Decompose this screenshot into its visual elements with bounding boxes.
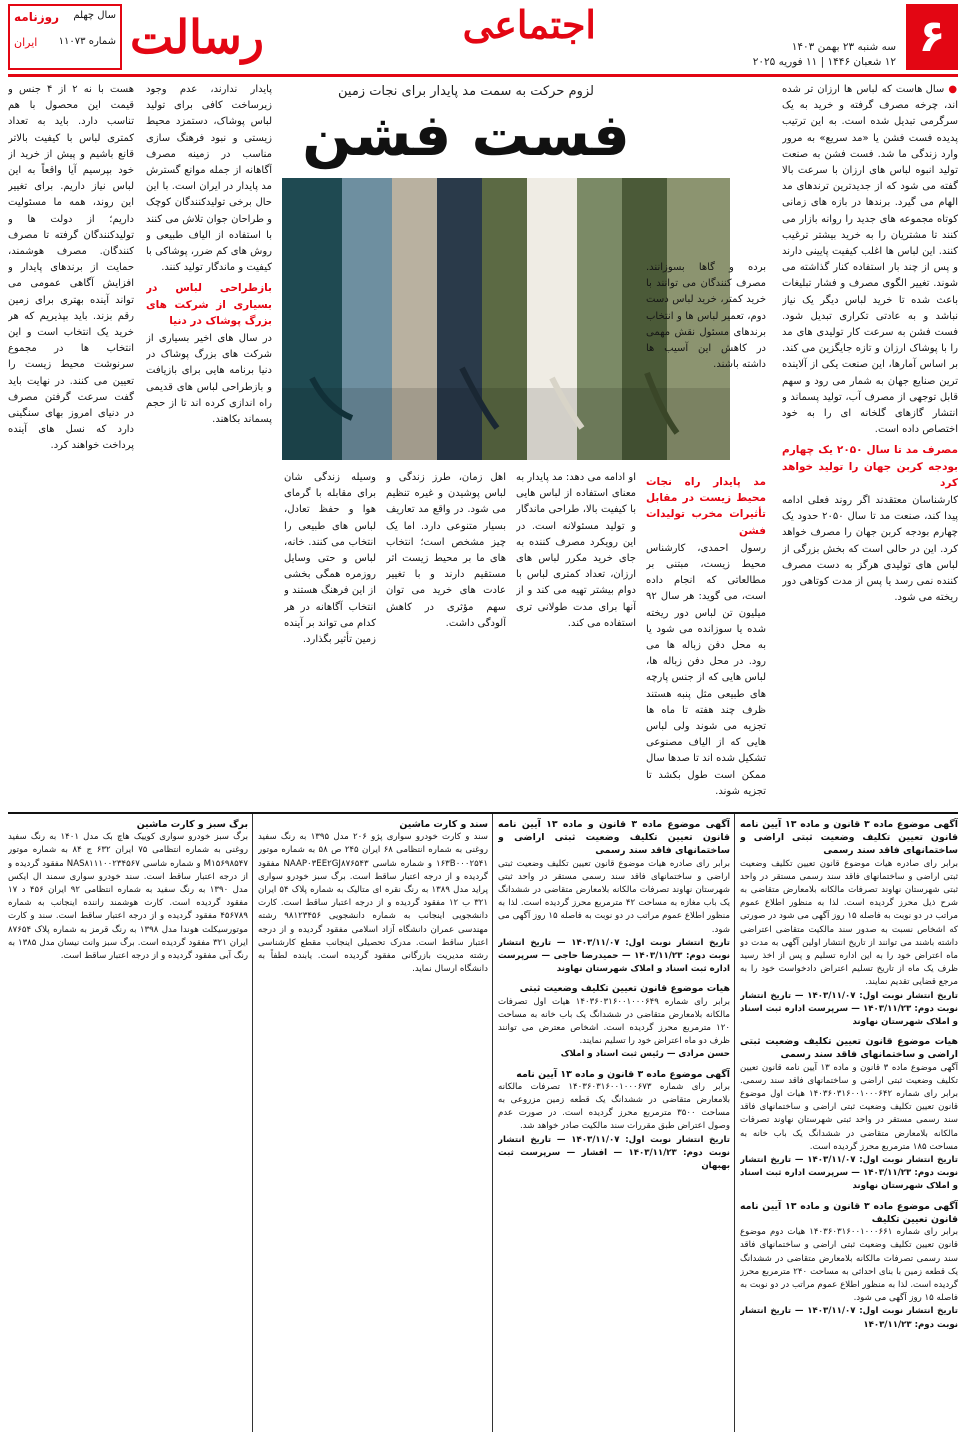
- ad-body: آگهی موضوع ماده ۳ قانون و ماده ۱۳ آیین نامه قانون تعیین تکلیف وضعیت ثبتی اراضی و ساختمانهای فاقد سند رسمی. برابر رای شماره ۱۴۰۳۶۰۳۱۶۰۰۱۰۰۰۶۴۲ هیات اول موضوع قانون تعیین تکلیف وضعیت ثبتی اراضی و ساختمانهای فاقد سند رسمی مستقر در واحد ثبتی شهرستان نهاوند تصرفات مالکانه بلامعارض متقاضی در ششدانگ یک باب خانه به مساحت ۱۸۵ مترمربع محرز گردیده است.: [740, 1062, 958, 1152]
- date-line: [753, 40, 896, 70]
- article-column-left-1: [8, 82, 134, 810]
- column-rule: [252, 814, 253, 1432]
- article-kicker: لزوم حرکت به سمت مد پایدار برای نجات زمین: [338, 84, 594, 99]
- ad-signature: تاریخ انتشار نوبت اول: ۱۴۰۳/۱۱/۰۷ — تاریخ انتشار نوبت دوم: ۱۴۰۳/۱۱/۲۳ — افشار — سرپرست ثبت بهبهان: [498, 1134, 730, 1172]
- ad-body: برابر رای صادره هیات موضوع قانون تعیین تکلیف وضعیت ثبتی اراضی و ساختمانهای فاقد سند رسمی مستقر در واحد ثبتی شهرستان نهاوند تصرفات مالکانه بلامعارض متقاضی به شرح ذیل محرز گردیده است. لذا به منظور اطلاع عموم مراتب در دو نوبت به فاصله ۱۵ روز آگهی می شود در صورتی که اشخاص نسبت به صدور سند مالکیت متقاضی اعتراضی داشته باشند می توانند از تاریخ انتشار اولین آگهی به مدت دو ماه اعتراض خود را به این اداره تسلیم و پس از اخذ رسید ظرف یک ماه از تاریخ تسلیم اعتراض دادخواست خود را به مرجع قضایی تقدیم نمایند.: [740, 858, 958, 988]
- ad-body: سند و کارت خودرو سواری پژو ۲۰۶ مدل ۱۳۹۵ به رنگ سفید روغنی به شماره انتظامی ۶۸ ایران ۲۴۵ ص ۵۸ به شماره موتور ۱۶۳B۰۰۰۲۵۴۱ و شماره شاسی NAAP۰۳EE۲GJ۸۷۶۵۴۳ مفقود گردیده و از درجه اعتبار ساقط است. برگ سبز خودرو سواری پراید مدل ۱۳۸۹ به رنگ نقره ای متالیک به شماره پلاک ۵۴ ایران ۳۲۱ ب ۱۲ مفقود گردیده و از درجه اعتبار ساقط است. کارت دانشجویی اینجانب به شماره دانشجویی ۹۸۱۲۳۴۵۶ رشته مهندسی عمران دانشگاه آزاد اسلامی مفقود گردیده و از درجه اعتبار ساقط است. مدرک تحصیلی اینجانب مقطع کارشناسی رشته مدیریت بازرگانی مفقود گردیده است. یابنده لطفاً به دانشگاه ارسال نماید.: [258, 832, 488, 975]
- ad-body: برابر رای شماره ۱۴۰۳۶۰۳۱۶۰۰۱۰۰۰۶۷۳ تصرفات مالکانه بلامعارض متقاضی در ششدانگ یک قطعه زمین مزروعی به مساحت ۳۵۰۰ مترمربع محرز گردیده است. در صورت عدم وصول اعتراض طبق مقررات سند مالکیت صادر خواهد شد.: [498, 1081, 730, 1132]
- date-persian: سه شنبه ۲۳ بهمن ۱۴۰۳: [791, 41, 896, 53]
- article-column-mid-1: [646, 470, 766, 810]
- ad-block: [740, 1035, 958, 1193]
- brand-bottom: ایران: [14, 36, 38, 49]
- ad-block: [740, 1200, 958, 1332]
- article-column-left-2: [146, 82, 272, 810]
- column-text: سال هاست که لباس ها ارزان تر شده اند، چرخه مصرف گرفته و خرید به یک سرگرمی تبدیل شده است. به این ترتیب پدیده فست فشن یا «مد سریع» به مرور وارد زندگی ما شد. فست فشن به صنعت تولید انبوه لباس های ارزان با سرعت بالا گفته می شود که از جدیدترین ترندهای مد الهام می گیرد. برندها در بازه های زمانی کوتاه مجموعه های جدید را روانه بازار می کنند تا مشتریان را به خرید بیشتر ترغیب کنند. این لباس ها اغلب کیفیت پایینی دارند و پس از چند بار استفاده کنار گذاشته می شوند. تغییر الگوی مصرف و فشار تبلیغات باعث شده تا خرید لباس دیگر یک نیاز نباشد و به عادتی تکراری تبدیل شود. فست فشن به سرعت کار تولیدی های مد را با پوشاک ارزان و تازه جایگزین می کند. بر اساس آمارها، این صنعت یکی از آلاینده ترین صنایع جهان به شمار می رود و سهم قابل توجهی از مصرف آب، تولید پسماند و انتشار گازهای گلخانه ای را به خود اختصاص داده است.: [782, 84, 958, 436]
- column-text: وسیله زندگی شان برای مقابله با گرمای هوا و حفظ تعادل، لباس های طبیعی را انتخاب می کنند. خانه، لباس و حتی وسایل روزمره همگی بخشی از این فرهنگ هستند و انتخاب آگاهانه در هر کدام می تواند بر آینده زمین تأثیر بگذارد.: [284, 472, 376, 646]
- column-text: پایدار ندارند، عدم وجود زیرساخت کافی برای تولید لباس پوشاک، دستمزد محیط زیستی و نبود فرهنگ سازی مناسب در زمینه مصرف آگاهانه از جمله موانع گسترش مد پایدار در ایران است. با این حال برخی تولیدکنندگان کوچک و طراحان جوان تلاش می کنند با استفاده از الیاف طبیعی و روش های کم ضرر، پوشاکی با کیفیت و ماندگار تولید کنند.: [146, 84, 272, 274]
- column-text: رسول احمدی، کارشناس محیط زیست، مبتنی بر مطالعاتی که انجام داده است، می گوید: هر سال ۹۲ میلیون تن لباس دور ریخته شده یا سوزانده می شود یا به محل دفن زباله ها می رود. در محل دفن زباله ها، لباس هایی که از جنس پارچه های طبیعی مثل پنبه هستند ظرف چند هفته تا ماه ها تجزیه می شوند ولی لباس هایی که از الیاف مصنوعی تشکیل شده اند تا صدها سال ممکن است طول بکشد تا تجزیه شوند.: [646, 542, 766, 797]
- ad-title: هیات موضوع قانون تعیین تکلیف وضعیت ثبتی اراضی و ساختمانهای فاقد سند رسمی: [740, 1036, 958, 1061]
- masthead-divider: [8, 74, 958, 77]
- ad-body: برابر رای شماره ۱۴۰۳۶۰۳۱۶۰۰۱۰۰۰۶۴۹ هیات اول تصرفات مالکانه بلامعارض متقاضی در ششدانگ یک باب خانه به مساحت ۱۲۰ مترمربع محرز گردیده است. اشخاص معترض می توانند ظرف دو ماه اعتراض خود را تسلیم نمایند.: [498, 996, 730, 1047]
- ad-block: [498, 982, 730, 1061]
- ad-signature: تاریخ انتشار نوبت اول: ۱۴۰۳/۱۱/۰۷ — تاریخ انتشار نوبت دوم: ۱۴۰۳/۱۱/۲۳ — حمیدرضا حاجی — سرپرست اداره ثبت اسناد و املاک شهرستان نهاوند: [498, 937, 730, 975]
- ad-signature: حسن مرادی — رئیس ثبت اسناد و املاک: [560, 1049, 730, 1060]
- ad-block: [498, 1068, 730, 1174]
- ad-title: آگهی موضوع ماده ۳ قانون و ماده ۱۳ آیین نامه قانون تعیین تکلیف وضعیت ثبتی اراضی و ساختمانهای فاقد سند رسمی: [740, 819, 958, 857]
- ad-title: سند و کارت ماشین: [399, 819, 488, 830]
- issue-box: [8, 4, 122, 70]
- ad-title: هیات موضوع قانون تعیین تکلیف وضعیت ثبتی: [519, 983, 730, 995]
- bullet-icon: ●: [948, 84, 958, 95]
- column-text: اهل زمان، طرز زندگی و لباس پوشیدن و غیره تنظیم می شود. در واقع مد تعاریف بسیار متنوعی دارد. اما یک چیز مشخص است؛ انتخاب های ما بر محیط زیست اثر مستقیم دارند و با تغییر عادت های خرید می توان سهم مؤثری در کاهش آلودگی داشت.: [386, 472, 506, 629]
- column-text: او ادامه می دهد: مد پایدار به معنای استفاده از لباس هایی با کیفیت بالا، طراحی ماندگار و تولید مسئولانه است. در این رویکرد مصرف کننده به جای خرید مکرر لباس های ارزان، تعداد کمتری لباس با دوام بیشتر تهیه می کند و از آنها برای مدت طولانی تری استفاده می کند.: [516, 472, 636, 629]
- ads-column-3: [258, 814, 488, 1432]
- subheading: مصرف مد تا سال ۲۰۵۰ یک چهارم بودجه کربن جهان را تولید خواهد کرد: [782, 444, 958, 489]
- column-text: کارشناسان معتقدند اگر روند فعلی ادامه پیدا کند، صنعت مد تا سال ۲۰۵۰ حدود یک چهارم بودجه کربن جهان را مصرف خواهد کرد. این در حالی است که بخش بزرگی از لباس های تولیدی هرگز به دست مصرف کننده نمی رسد یا پس از مدت کوتاهی دور ریخته می شود.: [782, 495, 958, 604]
- article-column-mid-3: [386, 470, 506, 810]
- section-title: اجتماعی: [462, 2, 596, 47]
- column-text: در سال های اخیر بسیاری از شرکت های بزرگ پوشاک در دنیا برنامه هایی برای بازیافت و بازطراحی لباس های قدیمی راه اندازی کرده اند تا از حجم پسماند بکاهند.: [146, 333, 272, 426]
- article-headline: فست فشن: [302, 101, 630, 169]
- ad-title: برگ سبز و کارت ماشین: [136, 819, 248, 830]
- masthead: [0, 0, 966, 78]
- issue-label: شماره ۱۱۰۷۳: [58, 36, 116, 47]
- ad-block: [740, 818, 958, 1029]
- ads-column-1: [740, 814, 958, 1432]
- ad-body: برابر رای شماره ۱۴۰۳۶۰۳۱۶۰۰۱۰۰۰۶۶۱ هیات دوم موضوع قانون تعیین تکلیف وضعیت ثبتی اراضی و ساختمانهای فاقد سند رسمی تصرفات مالکانه بلامعارض متقاضی در ششدانگ یک قطعه زمین با بنای احداثی به مساحت ۲۴۰ مترمربع محرز گردیده است. لذا به منظور اطلاع عموم مراتب در دو نوبت به فاصله ۱۵ روز آگهی می شود.: [740, 1227, 958, 1304]
- ad-title: آگهی موضوع ماده ۳ قانون و ماده ۱۳ آیین نامه قانون تعیین تکلیف: [740, 1200, 958, 1225]
- page-number: ۶: [906, 4, 958, 70]
- ad-block: [498, 818, 730, 976]
- date-other: ۱۲ شعبان ۱۴۴۶ | ۱۱ فوریه ۲۰۲۵: [752, 56, 896, 68]
- article-column-photo-side: [646, 260, 766, 460]
- ad-title: آگهی موضوع ماده ۳ قانون و ماده ۱۳ آیین نامه قانون تعیین تکلیف وضعیت ثبتی اراضی و ساختمانهای فاقد سند رسمی: [498, 819, 730, 857]
- classified-ads: [8, 814, 958, 1432]
- column-text: برده و گاها بسوزانند. مصرف کنندگان می توانند با خرید کمتر، خرید لباس دست دوم، تعمیر لباس ها و انتخاب برندهای مسئول نقش مهمی در کاهش این آسیب ها داشته باشند.: [646, 262, 766, 371]
- ad-signature: تاریخ انتشار نوبت اول: ۱۴۰۳/۱۱/۰۷ — تاریخ انتشار نوبت دوم: ۱۴۰۳/۱۱/۲۳ — سرپرست اداره ثبت اسناد و املاک شهرستان نهاوند: [740, 990, 958, 1028]
- ad-body: برگ سبز خودرو سواری کوییک هاچ بک مدل ۱۴۰۱ به رنگ سفید روغنی به شماره انتظامی ۷۵ ایران ۶۳۲ ج ۸۴ به شماره موتور M۱۵۶۹۸۵۴۷ و شماره شاسی NAS۸۱۱۱۰۰۲۳۴۵۶۷ مفقود گردیده و از درجه اعتبار ساقط است. سند خودرو سواری سمند ال ایکس مدل ۱۳۹۰ به رنگ سفید به شماره انتظامی ۹۲ ایران ۴۵۶ د ۱۷ مفقود گردیده است. کارت هوشمند راننده اینجانب به شماره ۴۵۶۷۸۹ مفقود گردیده و از درجه اعتبار ساقط است. سند و کارت موتورسیکلت هوندا مدل ۱۳۹۸ به رنگ قرمز به شماره پلاک ۸۷۶۵۴ ایران ۳۲۱ مفقود گردیده است. برگ سبز وانت نیسان مدل ۱۳۸۵ به رنگ آبی مفقود گردیده و از درجه اعتبار ساقط است.: [8, 832, 248, 962]
- subheading: مد پایدار راه نجات محیط زیست در مقابل تأثیرات مخرب تولیدات فشن: [646, 476, 766, 537]
- article-column-mid-4: [284, 470, 376, 810]
- ad-body: برابر رای صادره هیات موضوع قانون تعیین تکلیف وضعیت ثبتی اراضی و ساختمانهای فاقد سند رسمی مستقر در واحد ثبتی شهرستان نهاوند تصرفات مالکانه بلامعارض متقاضی در ششدانگ یک باب مغازه به مساحت ۴۲ مترمربع محرز گردیده است. لذا به منظور اطلاع عموم مراتب در دو نوبت به فاصله ۱۵ روز آگهی می شود.: [498, 858, 730, 935]
- article-column-mid-2: [516, 470, 636, 810]
- ad-signature: تاریخ انتشار نوبت اول: ۱۴۰۳/۱۱/۰۷ — تاریخ انتشار نوبت دوم: ۱۴۰۳/۱۱/۲۳ — سرپرست اداره ثبت اسناد و املاک شهرستان نهاوند: [740, 1155, 958, 1192]
- subheading: بازطراحی لباس در بسیاری از شرکت های بزرگ پوشاک در دنیا: [146, 282, 272, 327]
- ads-column-4: [8, 814, 248, 1432]
- ad-signature: تاریخ انتشار نوبت اول: ۱۴۰۳/۱۱/۰۷ — تاریخ انتشار نوبت دوم: ۱۴۰۳/۱۱/۲۳: [740, 1306, 958, 1330]
- newspaper-logo: رسالت: [130, 10, 264, 64]
- column-text: هست با نه ۲ از ۴ جنس و قیمت این محصول با هم تناسب دارد. باید به تعداد کمتری لباس با کیفیت بالاتر قانع باشیم و پیش از خرید از خود بپرسیم آیا واقعاً به این لباس نیاز داریم. برای تغییر این روند، همه ما مسئولیت داریم؛ از دولت ها و تولیدکنندگان گرفته تا مصرف کنندگان. مصرف هوشمند، حمایت از برندهای پایدار و افزایش آگاهی عمومی می تواند آینده بهتری برای زمین رقم بزند. باید بپذیریم که هر خرید یک انتخاب است و این انتخاب ها در مجموع سرنوشت محیط زیست را تعیین می کنند. در نهایت باید گفت سرعت گرفتن مصرف در دنیای امروز بهای سنگینی دارد که نسل های آینده پرداخت خواهند کرد.: [8, 84, 134, 452]
- ads-column-2: [498, 814, 730, 1432]
- brand-top: روزنامه: [14, 10, 59, 24]
- year-label: سال چهلم: [73, 10, 116, 21]
- article-column-right: [782, 82, 958, 810]
- column-rule: [492, 814, 493, 1432]
- ad-title: آگهی موضوع ماده ۳ قانون و ماده ۱۳ آیین نامه: [516, 1068, 730, 1080]
- column-rule: [734, 814, 735, 1432]
